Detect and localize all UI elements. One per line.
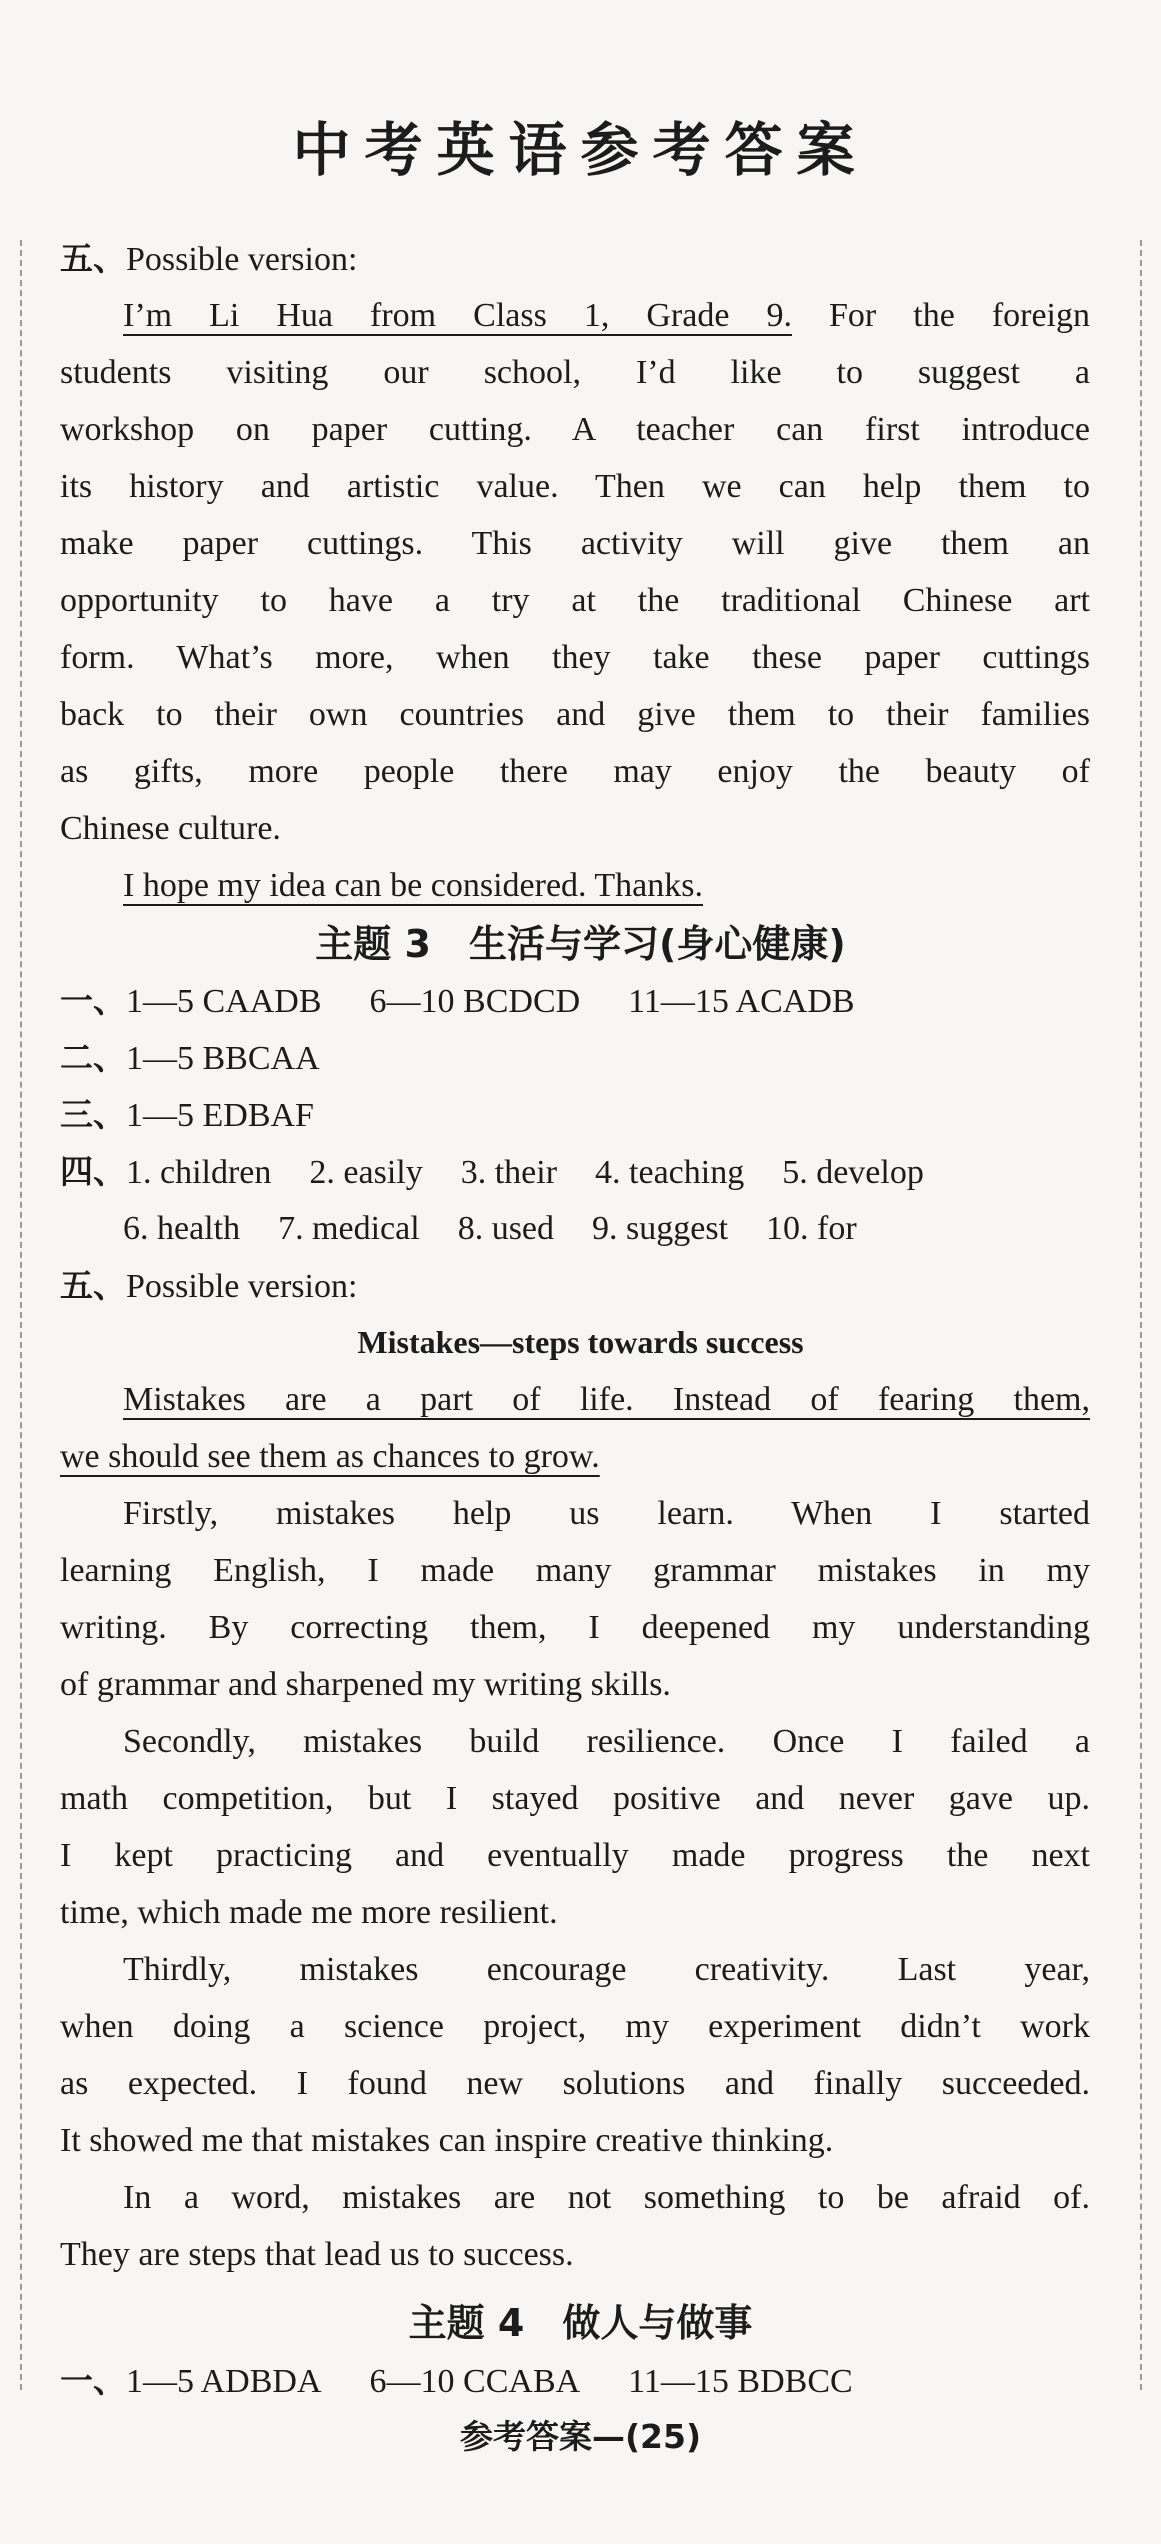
paragraph-line: In a word, mistakes are not something to be afraid of. — [123, 2179, 1090, 2216]
page-title: 中考英语参考答案 — [292, 116, 869, 184]
paragraph-line: Chinese culture. — [60, 810, 281, 847]
paragraph-line — [60, 1428, 1090, 1485]
paragraph-line: time, which made me more resilient. — [60, 1894, 558, 1931]
paragraph-line: learning English, I made many grammar mistakes in my — [60, 1552, 1090, 1589]
answer-group: 11—15 BDBCC — [628, 2363, 853, 2400]
underlined-sentence: we should see them as chances to grow. — [60, 1438, 600, 1475]
essay-title: Mistakes—steps towards success — [357, 1324, 804, 1360]
page-footer: 参考答案—(25) — [459, 2417, 702, 2456]
paragraph-line: I kept practicing and eventually made progress the next — [60, 1837, 1090, 1874]
paragraph-line — [123, 857, 1090, 914]
answer-group: 11—15 ACADB — [628, 983, 855, 1020]
answer-row-part-2 — [60, 1029, 1090, 1087]
section-label: 四、 — [60, 1152, 126, 1191]
section-label: 五、 — [60, 239, 126, 278]
theme-4-title: 主题 4 做人与做事 — [408, 2301, 753, 2345]
section-5-heading-line — [60, 230, 1090, 288]
answer-row-part-1 — [60, 972, 1090, 1030]
paragraph-line: Thirdly, mistakes encourage creativity. Last year, — [123, 1951, 1090, 1988]
section-label: 一、 — [60, 981, 126, 1020]
answer-group: 1—5 ADBDA — [126, 2363, 322, 2400]
answer-group: 6—10 BCDCD — [369, 983, 581, 1020]
paragraph-line: when doing a science project, my experiment didn’t work — [60, 2008, 1090, 2045]
text-span: For the foreign — [829, 297, 1091, 334]
paragraph-line: back to their own countries and give them to their families — [60, 696, 1090, 733]
word-answer: 3. their — [460, 1154, 558, 1191]
paragraph-line: Firstly, mistakes help us learn. When I started — [123, 1495, 1090, 1532]
paragraph-line: form. What’s more, when they take these paper cuttings — [60, 639, 1090, 676]
word-answer: 2. easily — [309, 1154, 423, 1191]
word-answer: 9. suggest — [592, 1210, 729, 1247]
section-label: 五、 — [60, 1266, 126, 1305]
word-answer: 5. develop — [782, 1154, 924, 1191]
section-heading: Possible version: — [126, 1268, 358, 1305]
paragraph-line: They are steps that lead us to success. — [60, 2236, 574, 2273]
answer-group: 6—10 CCABA — [369, 2363, 581, 2400]
word-answer: 8. used — [457, 1210, 555, 1247]
paragraph-line: as expected. I found new solutions and finally succeeded. — [60, 2065, 1090, 2102]
word-answer: 7. medical — [278, 1210, 420, 1247]
paragraph-line: as gifts, more people there may enjoy the beauty of — [60, 753, 1090, 790]
answer-group: 1—5 BBCAA — [126, 1040, 320, 1077]
answer-row-part-3 — [60, 1086, 1090, 1144]
paragraph-line — [123, 287, 1090, 344]
word-answer: 4. teaching — [595, 1154, 745, 1191]
underlined-sentence: I’m Li Hua from Class 1, Grade 9. — [123, 297, 792, 334]
underlined-sentence: I hope my idea can be considered. Thanks. — [123, 867, 704, 904]
section-heading: Possible version: — [126, 241, 358, 278]
answer-row-part-1 — [60, 2352, 1090, 2410]
word-answer: 1. children — [126, 1154, 272, 1191]
paragraph-line: math competition, but I stayed positive and never gave up. — [60, 1780, 1090, 1817]
word-answer: 6. health — [123, 1210, 241, 1247]
paragraph-line: workshop on paper cutting. A teacher can first introduce — [60, 411, 1090, 448]
section-label: 三、 — [60, 1095, 126, 1134]
paragraph-line: make paper cuttings. This activity will give them an — [60, 525, 1090, 562]
word-answer: 10. for — [766, 1210, 857, 1247]
section-label: 一、 — [60, 2361, 126, 2400]
answer-group: 1—5 EDBAF — [126, 1097, 314, 1134]
paragraph-line: its history and artistic value. Then we can help them to — [60, 468, 1090, 505]
answer-row-part-4 — [60, 1143, 1090, 1201]
theme-3-title: 主题 3 生活与学习(身心健康) — [315, 922, 846, 966]
paragraph-line: of grammar and sharpened my writing skills. — [60, 1666, 671, 1703]
paragraph-line: writing. By correcting them, I deepened my understanding — [60, 1609, 1090, 1646]
answer-row-part-4-continued — [123, 1200, 1090, 1257]
section-5-heading-line — [60, 1257, 1090, 1315]
underlined-sentence: Mistakes are a part of life. Instead of fearing them, — [123, 1381, 1090, 1418]
paragraph-line: students visiting our school, I’d like to suggest a — [60, 354, 1090, 391]
paragraph-line — [123, 1371, 1090, 1428]
section-label: 二、 — [60, 1038, 126, 1077]
paragraph-line: It showed me that mistakes can inspire creative thinking. — [60, 2122, 834, 2159]
paragraph-line: opportunity to have a try at the traditional Chinese art — [60, 582, 1090, 619]
answer-group: 1—5 CAADB — [126, 983, 322, 1020]
paragraph-line: Secondly, mistakes build resilience. Once I failed a — [123, 1723, 1090, 1760]
